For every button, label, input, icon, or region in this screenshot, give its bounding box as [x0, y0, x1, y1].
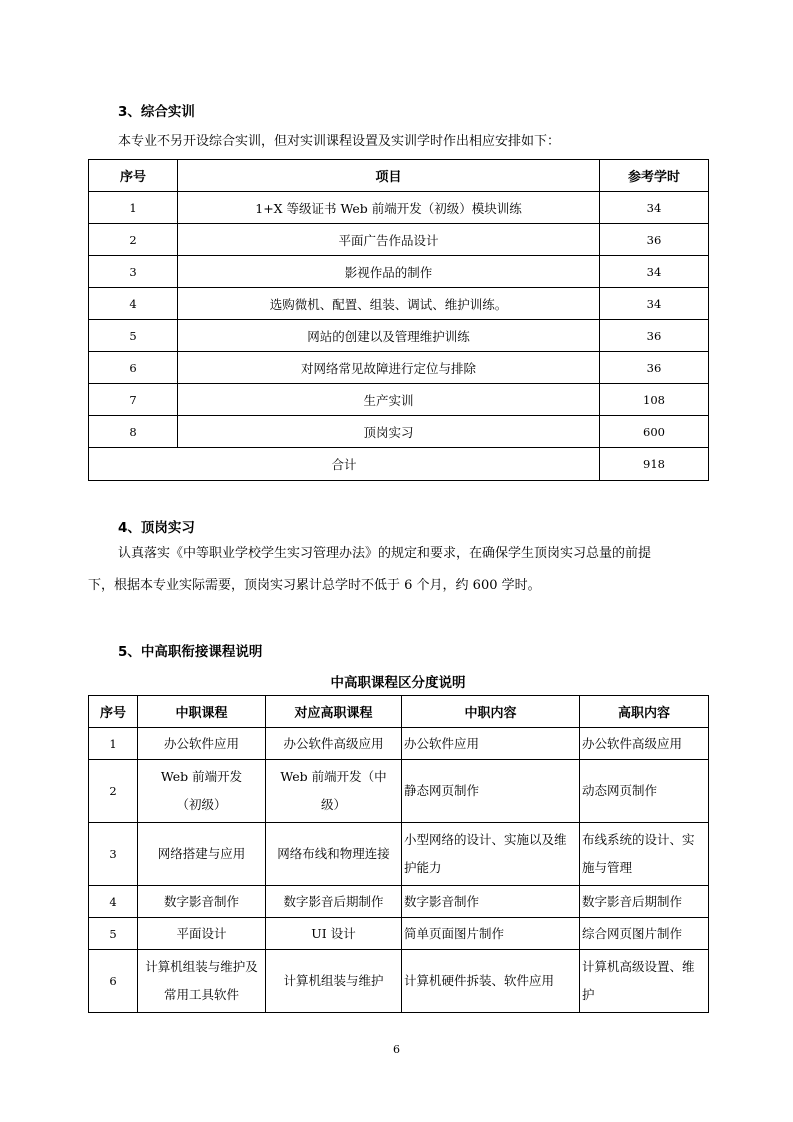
table-row: [89, 288, 709, 320]
page-number: 6: [393, 1043, 400, 1056]
header-mid-course: 中职课程: [138, 696, 266, 728]
row-hours: 36: [600, 320, 709, 352]
row-item: 网站的创建以及管理维护训练: [178, 320, 600, 352]
table-row: [89, 256, 709, 288]
row-high-course: UI 设计: [266, 918, 402, 950]
row-hours: 34: [600, 288, 709, 320]
training-table: [88, 159, 709, 481]
row-index: 1: [89, 192, 178, 224]
total-label: 合计: [89, 448, 600, 481]
table-row: [89, 384, 709, 416]
section3-title: 3、综合实训: [118, 104, 195, 120]
row-mid-course: 平面设计: [138, 918, 266, 950]
table-row: [89, 224, 709, 256]
section4-para-line2: 下，根据本专业实际需要，顶岗实习累计总学时不低于 6 个月，约 600 学时。: [88, 578, 541, 593]
row-index: 2: [89, 760, 138, 823]
header-high-course: 对应高职课程: [266, 696, 402, 728]
course-comparison-table: [88, 695, 709, 1013]
table-row: [89, 760, 709, 823]
table-header-row: [89, 696, 709, 728]
row-hours: 34: [600, 256, 709, 288]
row-mid-course: Web 前端开发（初级）: [138, 760, 266, 823]
row-high-content: 布线系统的设计、实施与管理: [580, 823, 709, 886]
section4-para-line1: 认真落实《中等职业学校学生实习管理办法》的规定和要求，在确保学生顶岗实习总量的前提: [118, 546, 652, 561]
row-hours: 34: [600, 192, 709, 224]
table-row: [89, 416, 709, 448]
header-item: 项目: [178, 160, 600, 192]
row-index: 1: [89, 728, 138, 760]
row-index: 8: [89, 416, 178, 448]
row-item: 影视作品的制作: [178, 256, 600, 288]
row-index: 7: [89, 384, 178, 416]
row-mid-content: 小型网络的设计、实施以及维护能力: [402, 823, 580, 886]
row-index: 6: [89, 950, 138, 1013]
row-item: 顶岗实习: [178, 416, 600, 448]
row-index: 5: [89, 918, 138, 950]
table-row: [89, 886, 709, 918]
table-row: [89, 352, 709, 384]
row-high-course: 数字影音后期制作: [266, 886, 402, 918]
row-item: 1+X 等级证书 Web 前端开发（初级）模块训练: [178, 192, 600, 224]
table-total-row: [89, 448, 709, 481]
row-index: 4: [89, 288, 178, 320]
row-hours: 600: [600, 416, 709, 448]
row-hours: 36: [600, 224, 709, 256]
row-hours: 36: [600, 352, 709, 384]
row-index: 2: [89, 224, 178, 256]
header-index: 序号: [89, 696, 138, 728]
table-header-row: [89, 160, 709, 192]
header-index: 序号: [89, 160, 178, 192]
row-index: 3: [89, 823, 138, 886]
table-row: [89, 192, 709, 224]
table-row: [89, 728, 709, 760]
row-high-course: 计算机组装与维护: [266, 950, 402, 1013]
row-index: 3: [89, 256, 178, 288]
table-row: [89, 823, 709, 886]
section4-title: 4、顶岗实习: [118, 520, 195, 536]
row-index: 6: [89, 352, 178, 384]
header-high-content: 高职内容: [580, 696, 709, 728]
row-high-course: 网络布线和物理连接: [266, 823, 402, 886]
row-mid-content: 静态网页制作: [402, 760, 580, 823]
row-mid-content: 简单页面图片制作: [402, 918, 580, 950]
row-mid-course: 计算机组装与维护及常用工具软件: [138, 950, 266, 1013]
table-row: [89, 918, 709, 950]
row-mid-course: 数字影音制作: [138, 886, 266, 918]
row-high-content: 计算机高级设置、维护: [580, 950, 709, 1013]
header-mid-content: 中职内容: [402, 696, 580, 728]
header-hours: 参考学时: [600, 160, 709, 192]
row-mid-content: 办公软件应用: [402, 728, 580, 760]
row-high-content: 办公软件高级应用: [580, 728, 709, 760]
row-mid-content: 数字影音制作: [402, 886, 580, 918]
total-value: 918: [600, 448, 709, 481]
row-mid-content: 计算机硬件拆装、软件应用: [402, 950, 580, 1013]
row-high-content: 数字影音后期制作: [580, 886, 709, 918]
section3-intro: 本专业不另开设综合实训，但对实训课程设置及实训学时作出相应安排如下：: [118, 134, 561, 149]
section5-title: 5、中高职衔接课程说明: [118, 644, 263, 660]
row-high-content: 综合网页图片制作: [580, 918, 709, 950]
row-mid-course: 网络搭建与应用: [138, 823, 266, 886]
table-row: [89, 320, 709, 352]
row-item: 对网络常见故障进行定位与排除: [178, 352, 600, 384]
row-high-course: 办公软件高级应用: [266, 728, 402, 760]
row-item: 选购微机、配置、组装、调试、维护训练。: [178, 288, 600, 320]
row-high-content: 动态网页制作: [580, 760, 709, 823]
row-index: 5: [89, 320, 178, 352]
row-mid-course: 办公软件应用: [138, 728, 266, 760]
row-item: 生产实训: [178, 384, 600, 416]
row-hours: 108: [600, 384, 709, 416]
row-index: 4: [89, 886, 138, 918]
row-item: 平面广告作品设计: [178, 224, 600, 256]
section5-caption: 中高职课程区分度说明: [330, 675, 466, 691]
table-row: [89, 950, 709, 1013]
row-high-course: Web 前端开发（中级）: [266, 760, 402, 823]
